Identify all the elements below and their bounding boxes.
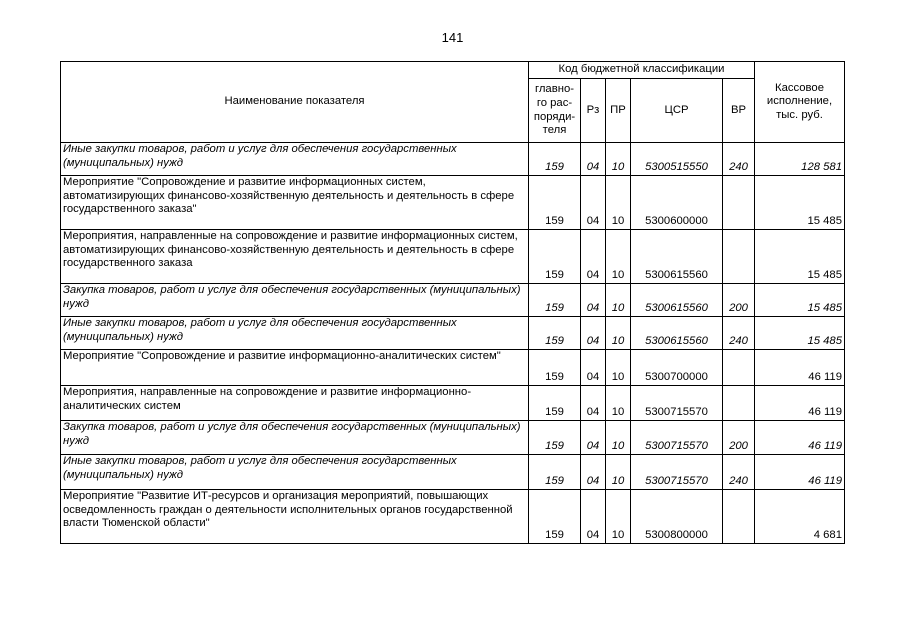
row-name-cell: Закупка товаров, работ и услуг для обеспечения государственных (муниципальных) нужд (61, 284, 529, 317)
row-pr-cell: 10 (606, 490, 631, 544)
row-pr-cell: 10 (606, 284, 631, 317)
row-csr-cell: 5300515550 (631, 143, 723, 176)
row-amount-cell: 128 581 (755, 143, 845, 176)
row-glava-cell: 159 (529, 350, 581, 386)
row-amount-cell: 4 681 (755, 490, 845, 544)
row-csr-cell: 5300715570 (631, 455, 723, 490)
row-pr-cell: 10 (606, 455, 631, 490)
row-csr-cell: 5300715570 (631, 421, 723, 455)
table-row (61, 386, 845, 421)
row-name-cell: Мероприятие "Сопровождение и развитие информационно-аналитических систем" (61, 350, 529, 386)
row-vr-cell: 240 (723, 455, 755, 490)
row-glava-cell: 159 (529, 386, 581, 421)
table-header (61, 62, 845, 143)
row-amount-cell: 46 119 (755, 455, 845, 490)
row-vr-cell: 200 (723, 421, 755, 455)
table-row (61, 421, 845, 455)
row-glava-cell: 159 (529, 317, 581, 350)
table-body (61, 143, 845, 544)
row-csr-cell: 5300800000 (631, 490, 723, 544)
row-pr-cell: 10 (606, 143, 631, 176)
row-glava-cell: 159 (529, 143, 581, 176)
row-csr-cell: 5300615560 (631, 284, 723, 317)
row-vr-cell (723, 490, 755, 544)
row-name-cell: Мероприятия, направленные на сопровождение и развитие информационно-аналитических систем (61, 386, 529, 421)
row-glava-cell: 159 (529, 230, 581, 284)
row-vr-cell: 240 (723, 317, 755, 350)
row-name-cell: Иные закупки товаров, работ и услуг для обеспечения государственных (муниципальных) нужд (61, 317, 529, 350)
row-pr-cell: 10 (606, 386, 631, 421)
row-glava-cell: 159 (529, 455, 581, 490)
row-glava-cell: 159 (529, 176, 581, 230)
header-name: Наименование показателя (61, 62, 529, 143)
row-amount-cell: 15 485 (755, 176, 845, 230)
header-pr: ПР (606, 79, 631, 143)
row-csr-cell: 5300700000 (631, 350, 723, 386)
row-name-cell: Иные закупки товаров, работ и услуг для обеспечения государственных (муниципальных) нужд (61, 143, 529, 176)
row-glava-cell: 159 (529, 284, 581, 317)
row-rz-cell: 04 (581, 284, 606, 317)
table-row (61, 284, 845, 317)
row-rz-cell: 04 (581, 143, 606, 176)
table-row (61, 317, 845, 350)
table-row (61, 230, 845, 284)
header-rz: Рз (581, 79, 606, 143)
row-vr-cell: 200 (723, 284, 755, 317)
row-amount-cell: 46 119 (755, 421, 845, 455)
table-row (61, 490, 845, 544)
row-amount-cell: 46 119 (755, 350, 845, 386)
row-glava-cell: 159 (529, 490, 581, 544)
row-amount-cell: 15 485 (755, 284, 845, 317)
row-vr-cell (723, 350, 755, 386)
header-csr: ЦСР (631, 79, 723, 143)
row-pr-cell: 10 (606, 230, 631, 284)
row-amount-cell: 15 485 (755, 317, 845, 350)
row-rz-cell: 04 (581, 230, 606, 284)
table-row (61, 455, 845, 490)
row-rz-cell: 04 (581, 455, 606, 490)
row-name-cell: Мероприятие "Сопровождение и развитие информационных систем, автоматизирующих финансово-хозяйственную деятельность и деятельность в сфере государственного заказа" (61, 176, 529, 230)
header-glava: главно-го рас-поряди-теля (529, 79, 581, 143)
table-row (61, 350, 845, 386)
table-row (61, 176, 845, 230)
row-pr-cell: 10 (606, 421, 631, 455)
row-rz-cell: 04 (581, 176, 606, 230)
row-vr-cell (723, 386, 755, 421)
row-pr-cell: 10 (606, 317, 631, 350)
row-csr-cell: 5300600000 (631, 176, 723, 230)
row-amount-cell: 15 485 (755, 230, 845, 284)
row-name-cell: Мероприятия, направленные на сопровождение и развитие информационных систем, автоматизирующих финансово-хозяйственную деятельность и деятельность в сфере государственного заказа (61, 230, 529, 284)
table-row (61, 143, 845, 176)
row-vr-cell (723, 230, 755, 284)
header-amount: Кассовое исполнение, тыс. руб. (755, 62, 845, 143)
row-rz-cell: 04 (581, 490, 606, 544)
row-csr-cell: 5300715570 (631, 386, 723, 421)
row-csr-cell: 5300615560 (631, 230, 723, 284)
row-amount-cell: 46 119 (755, 386, 845, 421)
header-vr: ВР (723, 79, 755, 143)
row-rz-cell: 04 (581, 350, 606, 386)
row-glava-cell: 159 (529, 421, 581, 455)
row-name-cell: Закупка товаров, работ и услуг для обеспечения государственных (муниципальных) нужд (61, 421, 529, 455)
row-rz-cell: 04 (581, 386, 606, 421)
row-pr-cell: 10 (606, 350, 631, 386)
row-vr-cell: 240 (723, 143, 755, 176)
page-number: 141 (441, 30, 464, 45)
row-vr-cell (723, 176, 755, 230)
row-rz-cell: 04 (581, 421, 606, 455)
row-name-cell: Иные закупки товаров, работ и услуг для обеспечения государственных (муниципальных) нужд (61, 455, 529, 490)
budget-table (60, 61, 845, 544)
row-pr-cell: 10 (606, 176, 631, 230)
row-csr-cell: 5300615560 (631, 317, 723, 350)
header-bk-group: Код бюджетной классификации (529, 62, 755, 79)
row-rz-cell: 04 (581, 317, 606, 350)
row-name-cell: Мероприятие "Развитие ИТ-ресурсов и организация мероприятий, повышающих осведомленность граждан о деятельности исполнительных органов государственной власти Тюменской области" (61, 490, 529, 544)
